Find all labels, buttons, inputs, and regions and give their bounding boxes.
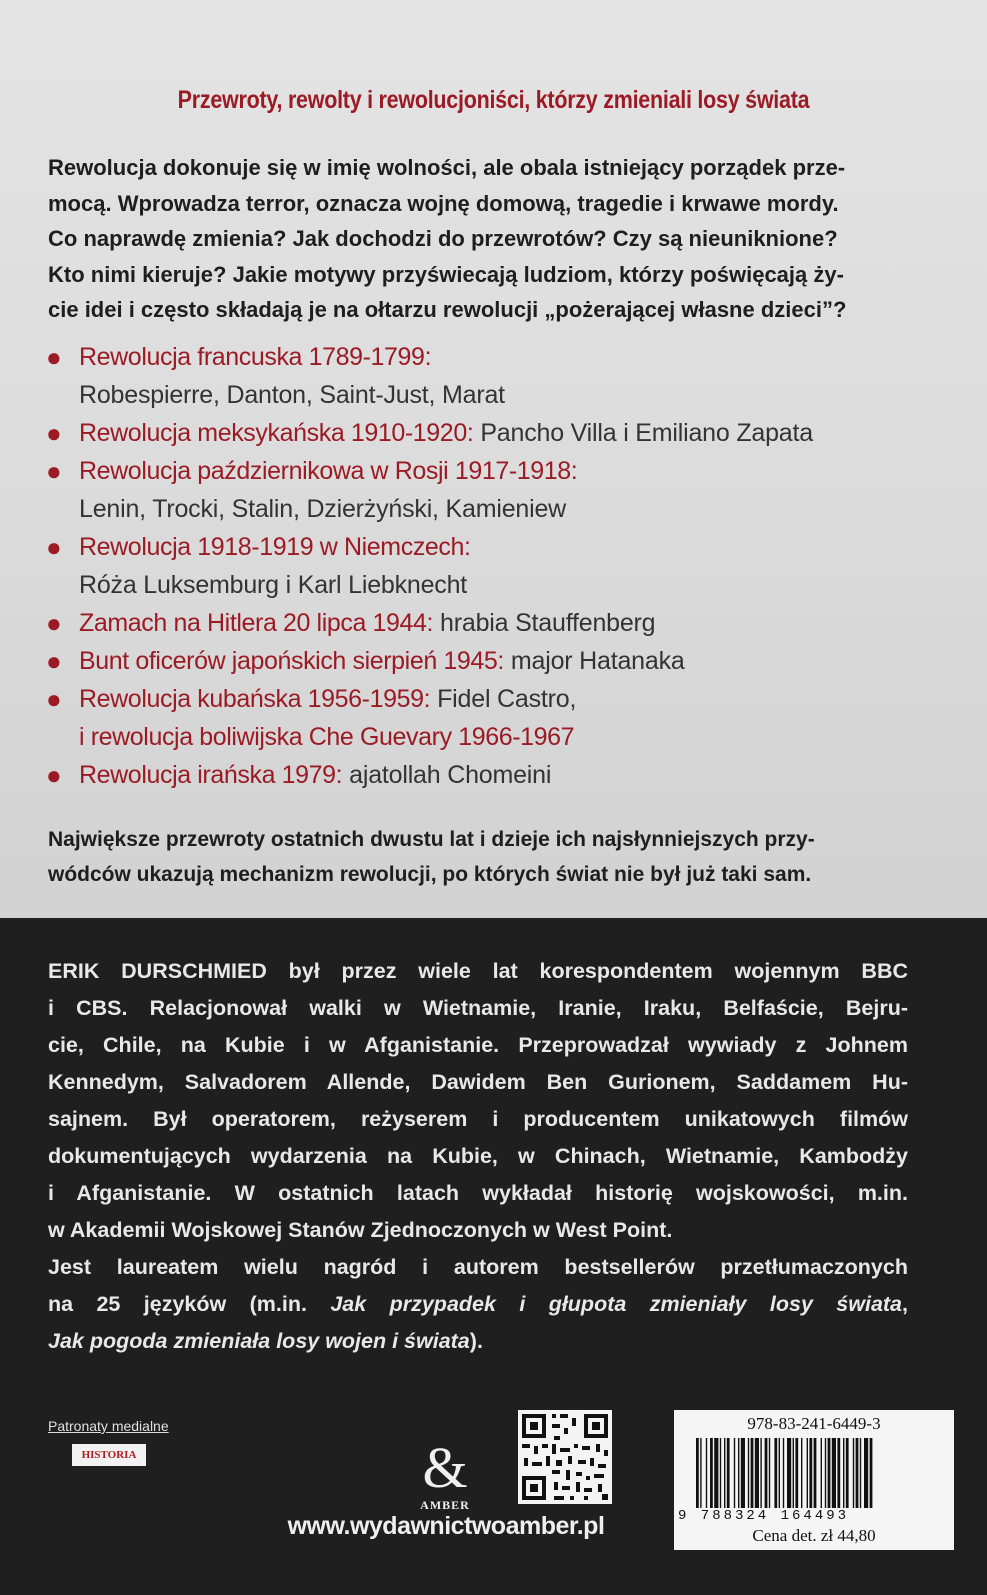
barcode-bar: [748, 1438, 749, 1508]
patron-label: Patronaty medialne: [48, 1418, 169, 1434]
barcode-bar: [807, 1438, 808, 1508]
intro-line: Kto nimi kieruje? Jakie motywy przyświecają ludziom, którzy poświęcają ży-: [48, 261, 844, 287]
bio-line: ERIK DURSCHMIED był przez wiele lat korespondentem wojennym BBC: [48, 959, 908, 983]
barcode-bar: [765, 1438, 768, 1508]
isbn-number: 978-83-241-6449-3: [747, 1414, 881, 1433]
barcode-bar: [860, 1438, 861, 1508]
list-item: ● Rewolucja irańska 1979: ajatollah Chomeini: [46, 756, 946, 794]
cover-headline: Przewroty, rewolty i rewolucjoniści, którzy zmieniali losy świata: [177, 86, 810, 114]
barcode-bar: [783, 1438, 784, 1508]
barcode-bar: [738, 1438, 739, 1508]
bio-line: dokumentujących wydarzenia na Kubie, w Chinach, Wietnamie, Kambodży: [48, 1144, 908, 1168]
bullet-icon: ●: [46, 456, 62, 486]
barcode-bar: [696, 1438, 699, 1508]
barcode-bar: [779, 1438, 780, 1508]
historia-logo: HISTORIA: [72, 1444, 146, 1466]
barcode-box: [674, 1410, 954, 1550]
revolutions-list: [46, 338, 946, 794]
bullet-icon: ●: [46, 532, 62, 562]
closing-line: wódców ukazują mechanizm rewolucji, po których świat nie był już taki sam.: [48, 863, 812, 886]
barcode-bar: [801, 1438, 802, 1508]
barcode-bar: [795, 1438, 798, 1508]
author-bio: [48, 953, 908, 1360]
bio-line: Kennedym, Salvadorem Allende, Dawidem Ben Gurionem, Saddamem Hu-: [48, 1070, 908, 1094]
list-item: ● Rewolucja kubańska 1956-1959: Fidel Castro, i rewolucja boliwijska Che Guevary 1966-1967: [46, 680, 946, 756]
barcode-bar: [710, 1438, 713, 1508]
bio-line: Jest laureatem wielu nagród i autorem bestsellerów przetłumaczonych: [48, 1255, 908, 1279]
barcode-bar: [774, 1438, 777, 1508]
intro-line: mocą. Wprowadza terror, oznacza wojnę domową, tragedie i krwawe mordy.: [48, 190, 839, 216]
bullet-icon: ●: [46, 342, 62, 372]
barcode-bar: [727, 1438, 730, 1508]
list-item: ● Bunt oficerów japońskich sierpień 1945: major Hatanaka: [46, 642, 946, 680]
list-item: ● Rewolucja 1918-1919 w Niemczech: Róża Luksemburg i Karl Liebknecht: [46, 528, 946, 604]
barcode-bar: [821, 1438, 822, 1508]
closing-paragraph: [48, 822, 908, 892]
barcode-bar: [787, 1438, 791, 1508]
list-item: ● Rewolucja październikowa w Rosji 1917-1918: Lenin, Trocki, Stalin, Dzierżyński, Kamieniew: [46, 452, 946, 528]
intro-line: cie idei i często składają je na ołtarzu rewolucji „pożerającej własne dzieci”?: [48, 297, 847, 322]
intro-paragraph: [48, 150, 908, 328]
bullet-icon: ●: [46, 684, 62, 714]
barcode-bar: [828, 1438, 831, 1508]
bullet-icon: ●: [46, 608, 62, 638]
bio-books-line: na 25 języków (m.in. Jak przypadek i głupota zmieniały losy świata,: [48, 1292, 908, 1316]
barcode-bar: [864, 1438, 868, 1508]
barcode-bar: [793, 1438, 794, 1508]
intro-line: Rewolucja dokonuje się w imię wolności, ale obala istniejący porządek prze-: [48, 155, 846, 180]
barcode-bar: [741, 1438, 745, 1508]
barcode-icon: [684, 1438, 944, 1510]
closing-line: Największe przewroty ostatnich dwustu lat i dzieje ich najsłynniejszych przy-: [48, 828, 815, 851]
barcode-bar: [769, 1438, 770, 1508]
list-item: ● Rewolucja francuska 1789-1799: Robespierre, Danton, Saint-Just, Marat: [46, 338, 946, 414]
bio-line: sajnem. Był operatorem, reżyserem i producentem unikatowych filmów: [48, 1107, 908, 1131]
amber-logo: & AMBER: [410, 1438, 480, 1518]
list-item: ● Zamach na Hitlera 20 lipca 1944: hrabia Stauffenberg: [46, 604, 946, 642]
barcode-bar: [724, 1438, 725, 1508]
barcode-bar: [853, 1438, 854, 1508]
barcode-bar: [720, 1438, 721, 1508]
amber-mark-icon: &: [422, 1435, 468, 1500]
bio-line: i Afganistanie. W ostatnich latach wykładał historię wojskowości, m.in.: [48, 1181, 908, 1205]
bio-line: cie, Chile, na Kubie i w Afganistanie. Przeprowadzał wywiady z Johnem: [48, 1033, 908, 1057]
barcode-bar: [846, 1438, 849, 1508]
price-label: Cena det. zł 44,80: [752, 1526, 876, 1545]
barcode-digits: 9 788324 164493: [678, 1508, 850, 1524]
bio-books-line: Jak pogoda zmieniała losy wojen i świata).: [48, 1329, 483, 1353]
barcode-bar: [870, 1438, 873, 1508]
barcode-bar: [706, 1438, 707, 1508]
barcode-bar: [700, 1438, 701, 1508]
list-item: ● Rewolucja meksykańska 1910-1920: Pancho Villa i Emiliano Zapata: [46, 414, 946, 452]
barcode-bar: [714, 1438, 718, 1508]
bio-line: w Akademii Wojskowej Stanów Zjednoczonych w West Point.: [48, 1218, 673, 1242]
barcode-bar: [825, 1438, 826, 1508]
intro-line: Co naprawdę zmienia? Jak dochodzi do przewrotów? Czy są nieuniknione?: [48, 226, 838, 251]
barcode-bar: [832, 1438, 836, 1508]
bullet-icon: ●: [46, 760, 62, 790]
publisher-website: www.wydawnictwoamber.pl: [287, 1512, 605, 1540]
barcode-bar: [814, 1438, 817, 1508]
barcode-bar: [843, 1438, 844, 1508]
barcode-bar: [734, 1438, 735, 1508]
bullet-icon: ●: [46, 646, 62, 676]
book-title: Jak przypadek i głupota zmieniały losy świata: [330, 1292, 903, 1316]
qr-code-icon: [518, 1410, 612, 1504]
barcode-bar: [837, 1438, 840, 1508]
bio-line: i CBS. Relacjonował walki w Wietnamie, Iranie, Iraku, Belfaście, Bejru-: [48, 996, 908, 1020]
barcode-bar: [751, 1438, 754, 1508]
bullet-icon: ●: [46, 418, 62, 448]
barcode-bar: [809, 1438, 812, 1508]
barcode-bar: [760, 1438, 761, 1508]
barcode-bar: [856, 1438, 859, 1508]
barcode-bar: [755, 1438, 759, 1508]
book-title: Jak pogoda zmieniała losy wojen i świata: [48, 1329, 470, 1353]
